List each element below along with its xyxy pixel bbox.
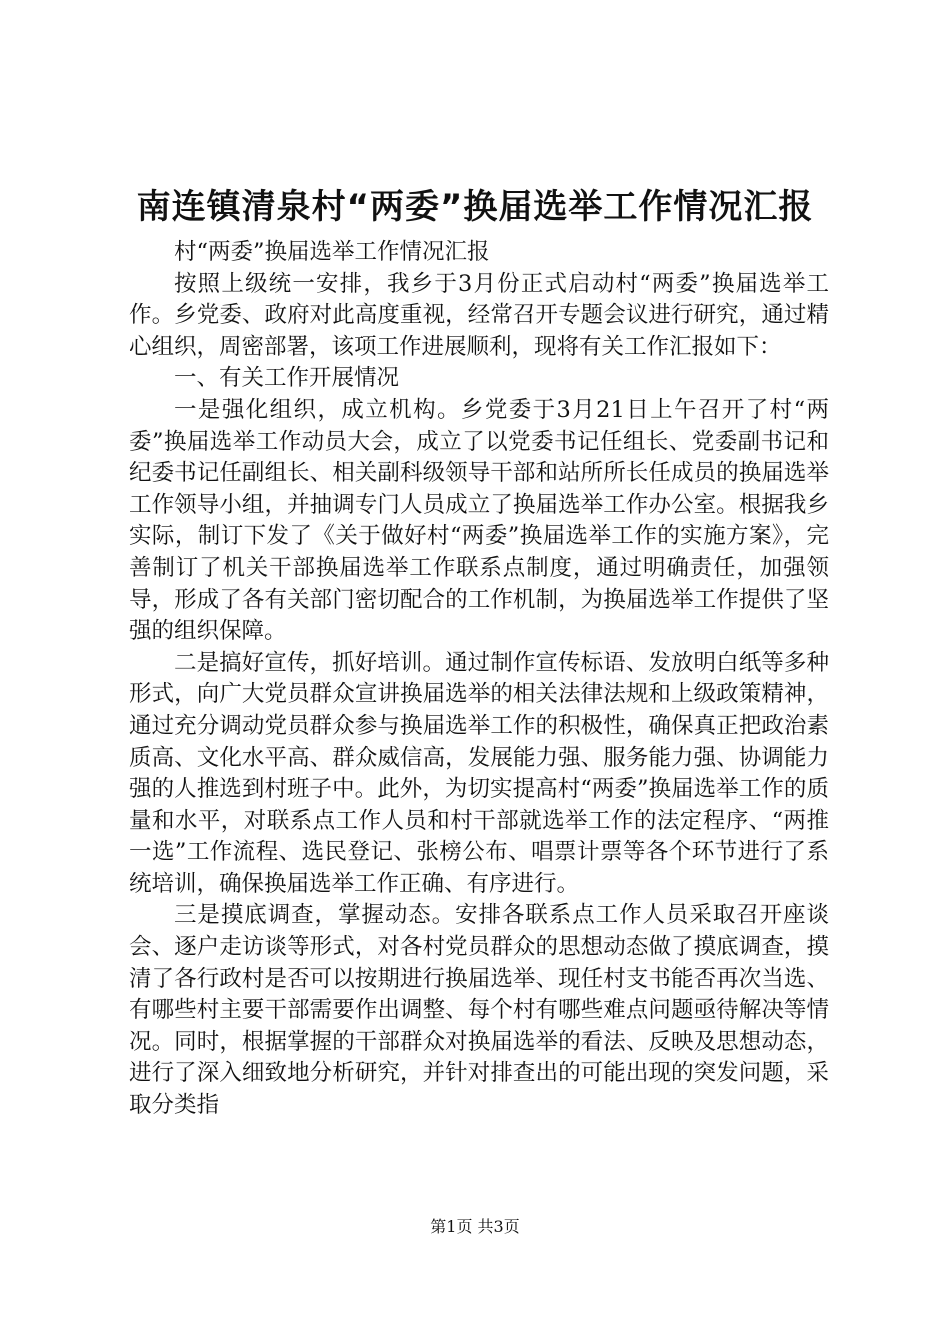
document-body <box>129 237 829 1122</box>
paragraph-investigation: 三是摸底调查，掌握动态。安排各联系点工作人员采取召开座谈会、逐户走访谈等形式，对各村党员群众的思想动态做了摸底调查，摸清了各行政村是否可以按期进行换届选举、现任村支书能否再次当选、有哪些村主要干部需要作出调整、每个村有哪些难点问题亟待解决等情况。同时，根据掌握的干部群众对换届选举的看法、反映及思想动态，进行了深入细致地分析研究，并针对排查出的可能出现的突发问题，采取分类指 <box>129 902 829 1119</box>
page-footer: 第1页 共3页 <box>430 1217 520 1236</box>
paragraph-organization: 一是强化组织，成立机构。乡党委于3月21日上午召开了村“两委”换届选举工作动员大会，成立了以党委书记任组长、党委副书记和纪委书记任副组长、相关副科级领导干部和站所所长任成员的换届选举工作领导小组，并抽调专门人员成立了换届选举工作办公室。根据我乡实际，制订下发了《关于做好村“两委”换届选举工作的实施方案》，完善制订了机关干部换届选举工作联系点制度，通过明确责任，加强领导，形成了各有关部门密切配合的工作机制，为换届选举工作提供了坚强的组织保障。 <box>129 396 829 645</box>
paragraph-publicity-training: 二是搞好宣传，抓好培训。通过制作宣传标语、发放明白纸等多种形式，向广大党员群众宣讲换届选举的相关法律法规和上级政策精神，通过充分调动党员群众参与换届选举工作的积极性，确保真正把政治素质高、文化水平高、群众威信高，发展能力强、服务能力强、协调能力强的人推选到村班子中。此外，为切实提高村“两委”换届选举工作的质量和水平，对联系点工作人员和村干部就选举工作的法定程序、“两推一选”工作流程、选民登记、张榜公布、唱票计票等各个环节进行了系统培训，确保换届选举工作正确、有序进行。 <box>129 649 829 897</box>
subtitle-paragraph: 村“两委”换届选举工作情况汇报 <box>174 239 490 265</box>
document-title: 南连镇清泉村“两委”换届选举工作情况汇报 <box>136 187 814 227</box>
intro-paragraph: 按照上级统一安排，我乡于3月份正式启动村“两委”换届选举工作。乡党委、政府对此高度重视，经常召开专题会议进行研究，通过精心组织，周密部署，该项工作进展顺利，现将有关工作汇报如下： <box>129 270 829 360</box>
section-heading: 一、有关工作开展情况 <box>174 365 400 392</box>
